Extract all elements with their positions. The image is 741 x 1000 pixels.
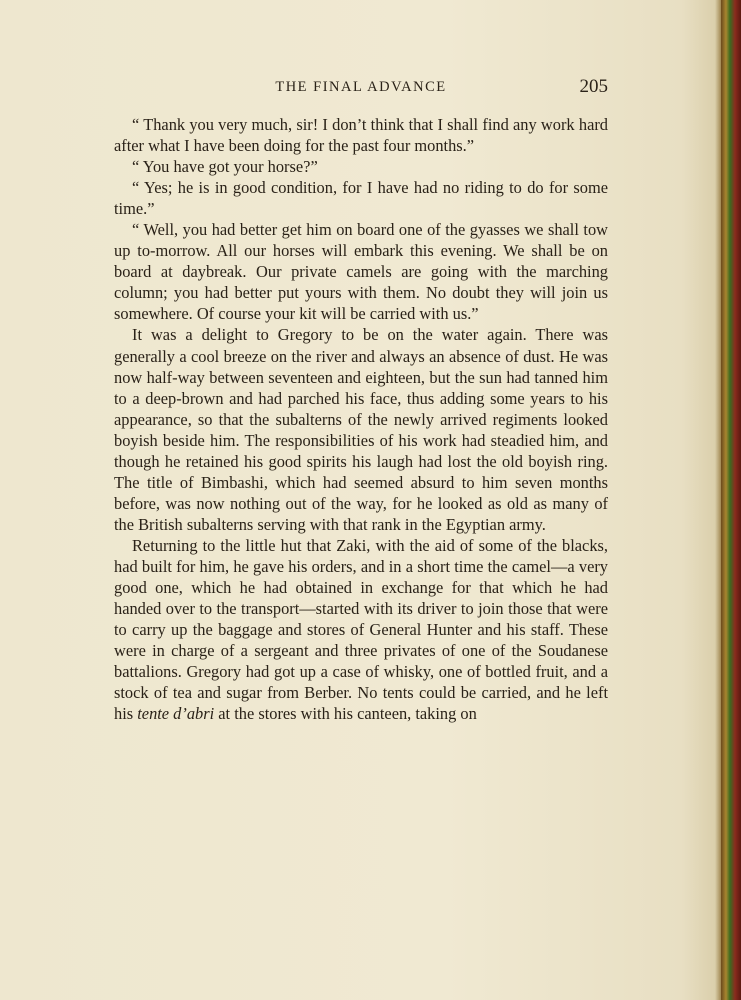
paragraph: “ Yes; he is in good condition, for I have had no riding to do for some time.” — [114, 178, 608, 219]
chapter-title: THE FINAL ADVANCE — [275, 79, 447, 95]
paragraph: “ Thank you very much, sir! I don’t think that I shall find any work hard after what I have been doing for the past four months.” — [114, 115, 608, 156]
paragraph: “ You have got your horse?” — [132, 157, 318, 177]
paragraph-text: Returning to the little hut that Zaki, with the aid of some of the blacks, had built for him, he gave his orders, and in a short time the camel—a very good one, which he had obtained in exchange for that which he had handed over to the transport—started with its driver to join those that were to carry up the baggage and stores of General Hunter and his staff. These were in charge of a sergeant and three privates of one of the Soudanese battalions. Gregory had got up a case of whisky, one of bottled fruit, and a stock of tea and sugar from Berber. No tents could be carried, and he left his — [114, 535, 608, 724]
paragraph: It was a delight to Gregory to be on the water again. There was generally a cool breeze on the river and always an absence of dust. He was now half-way between seventeen and eighteen, but the sun had tanned him to a deep-brown and had parched his face, thus adding some years to his appearance, so that the subalterns of the newly arrived regiments looked boyish beside him. The responsibilities of his work had steadied him, and though he retained his good spirits his laugh had lost the old boyish ring. The title of Bimbashi, which had seemed absurd to him seven months before, was now nothing out of the way, for he looked as old as many of the British subalterns serving with that rank in the Egyptian army. — [114, 325, 608, 534]
running-head — [114, 76, 608, 100]
page-number: 205 — [579, 76, 608, 97]
book-spine — [721, 0, 741, 1000]
paragraph — [114, 535, 608, 724]
paragraph-text: at the stores with his canteen, taking on — [214, 704, 477, 724]
body-text — [114, 114, 608, 724]
italic-phrase: tente d’abri — [137, 704, 215, 724]
paragraph: “ Well, you had better get him on board one of the gyasses we shall tow up to-morrow. All our horses will embark this evening. We shall be on board at daybreak. Our private camels are going with the marching column; you had better put yours with them. No doubt they will join us somewhere. Of course your kit will be carried with us.” — [114, 220, 608, 324]
